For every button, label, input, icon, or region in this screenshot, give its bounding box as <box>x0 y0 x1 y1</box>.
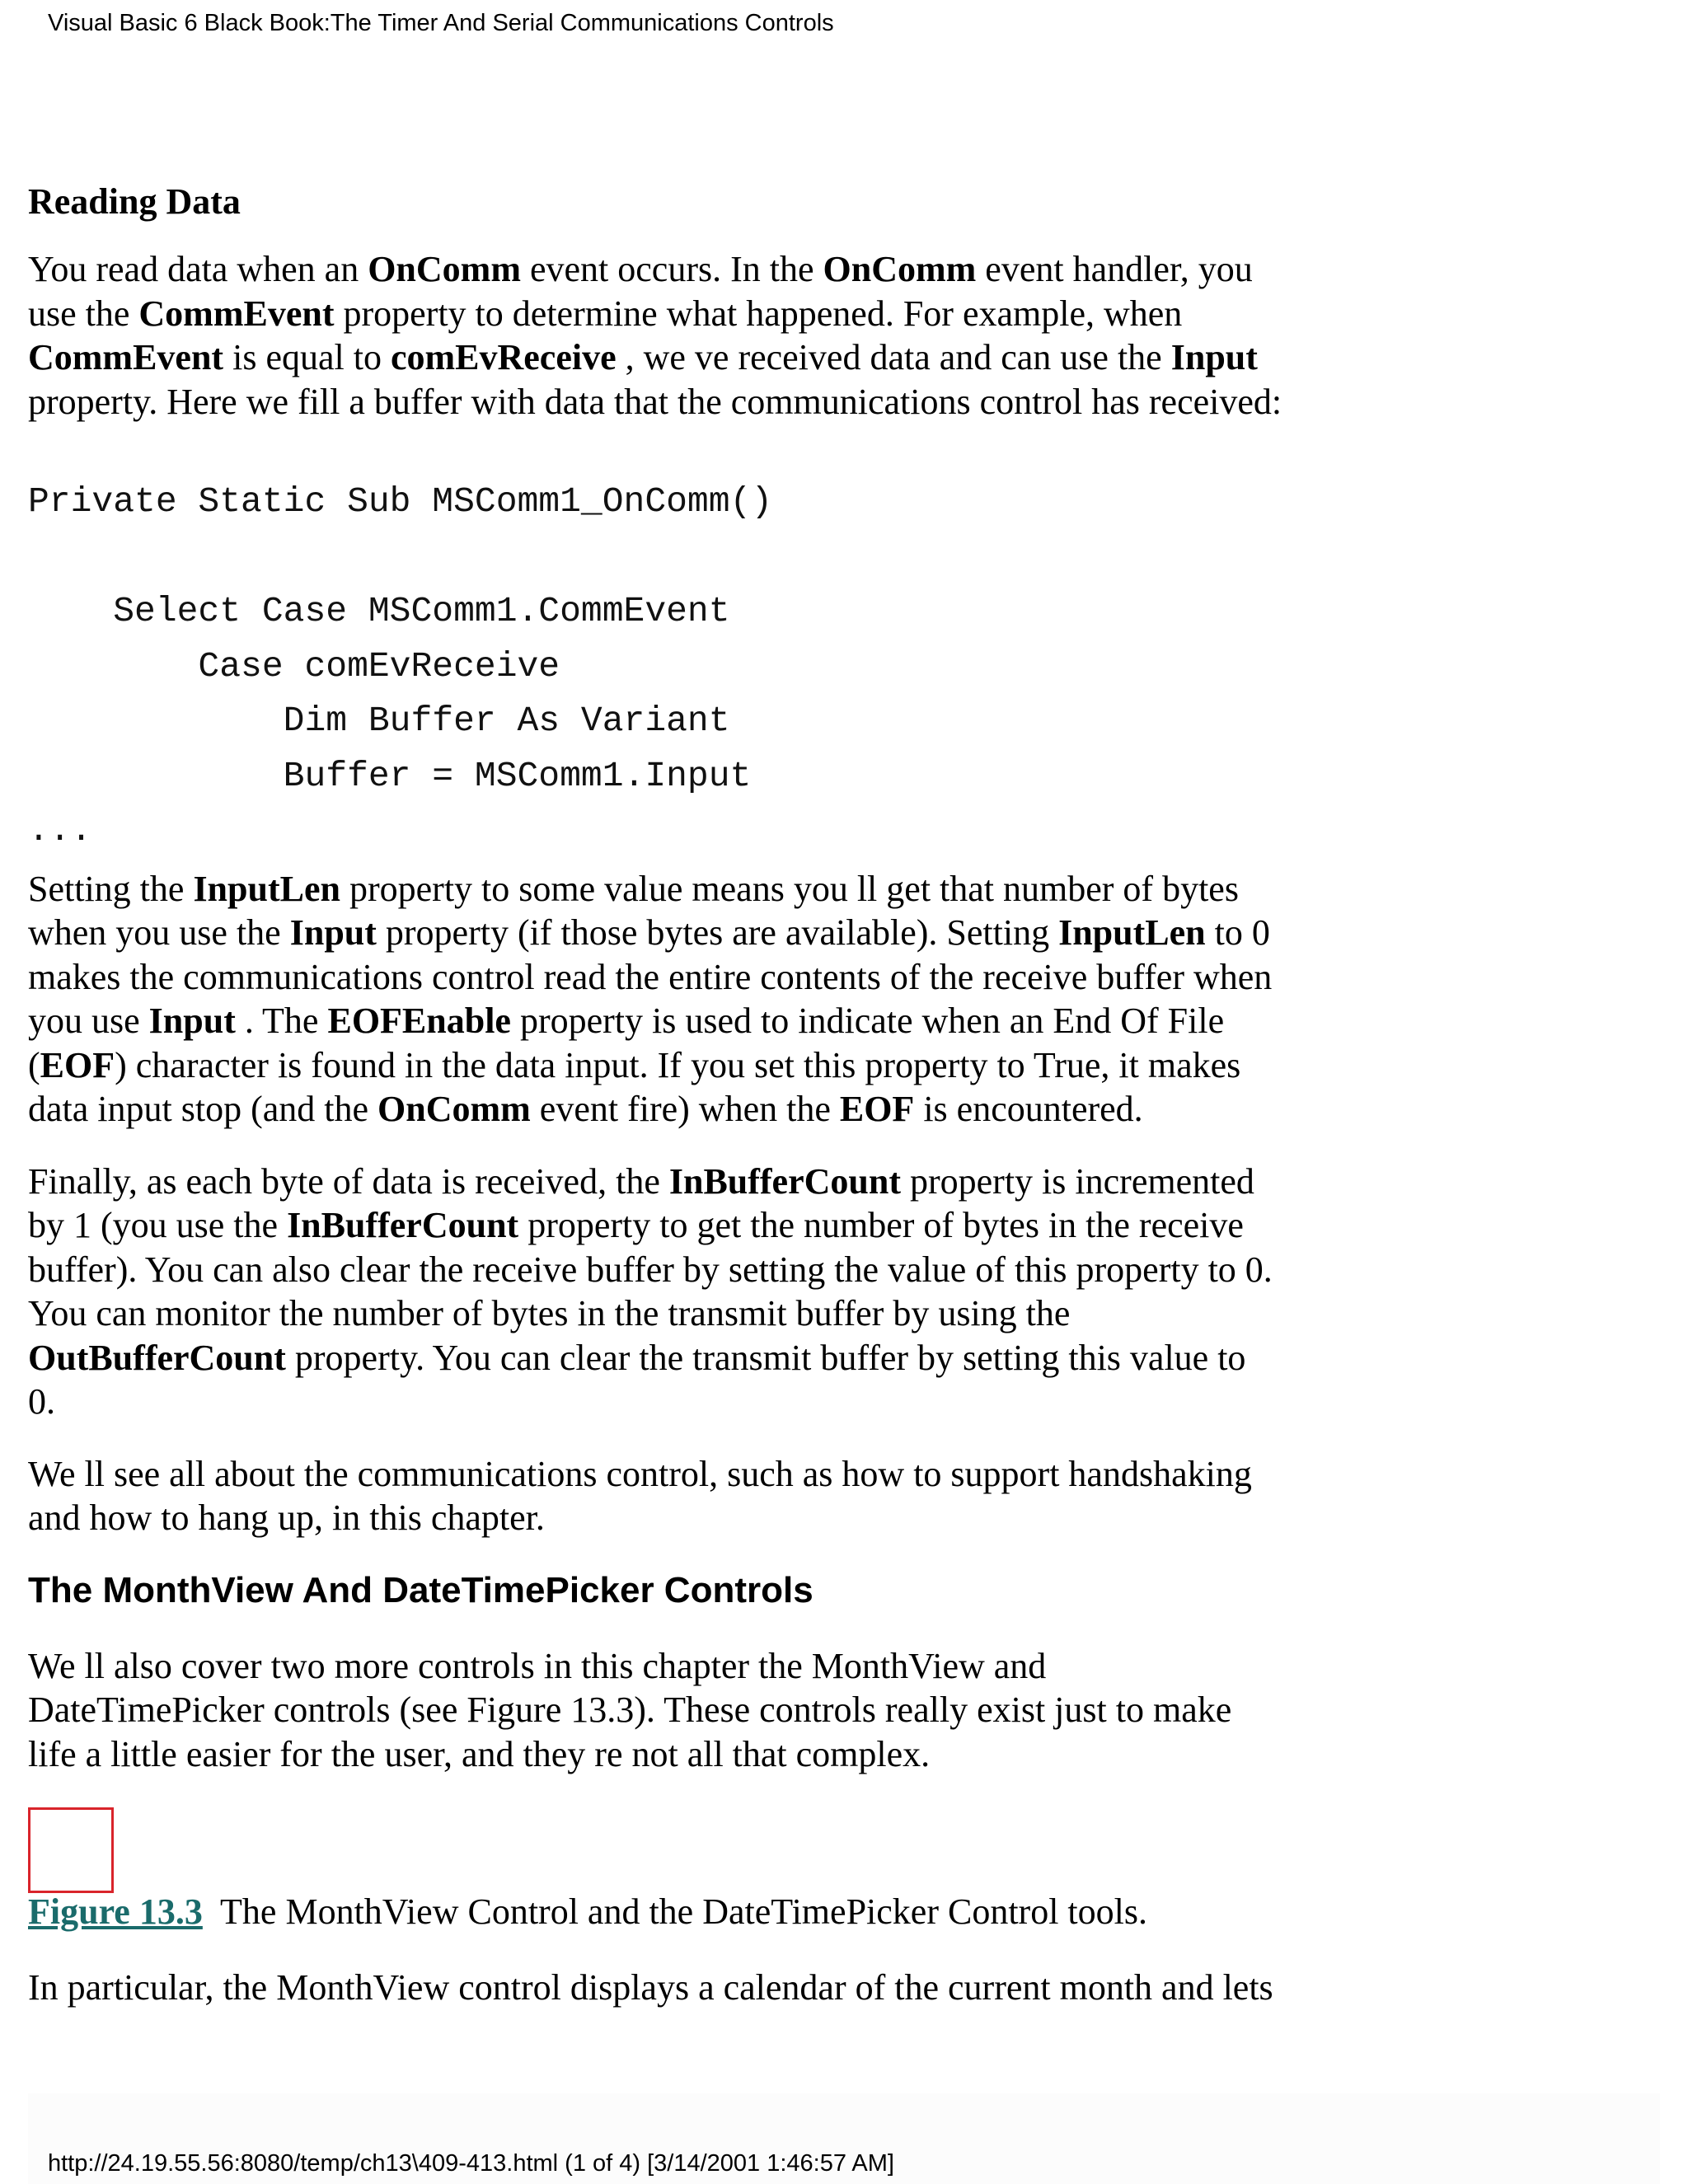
paragraph-chapter-preview: We ll see all about the communications control, such as how to support handshaking and how to hang up, in this chapter. <box>28 1453 1252 1538</box>
page-footer-url: http://24.19.55.56:8080/temp/ch13\409-413.html (1 of 4) [3/14/2001 1:46:57 AM] <box>48 2150 894 2177</box>
figure-13-3-link[interactable]: Figure 13.3 <box>28 1891 203 1932</box>
paragraph-inbuffercount: Finally, as each byte of data is received, the InBufferCount property is incremented by 1 (you use the InBufferCount property to get the number of bytes in the receive buffer). You can also clear the receive buffer by setting the value of this property to 0. You can monitor the number of bytes in the transmit buffer by using the OutBufferCount property. You can clear the transmit buffer by setting this value to 0. <box>28 1160 1273 1422</box>
figure-image-placeholder <box>28 1807 114 1893</box>
paragraph-inputlen: Setting the InputLen property to some value means you ll get that number of bytes when you use the Input property (if those bytes are available). Setting InputLen to 0 makes the communications control read the entire contents of the receive buffer when you use Input . The EOFEnable property is used to indicate when an End Of File (EOF) character is found in the data input. If you set this property to True, it makes data input stop (and the OnComm event fire) when the EOF is encountered. <box>28 868 1273 1129</box>
code-line: ... <box>28 810 92 851</box>
figure-caption-text: The MonthView Control and the DateTimePicker Control tools. <box>202 1891 1147 1932</box>
paragraph-monthview-intro: We ll also cover two more controls in this chapter the MonthView and DateTimePicker controls (see Figure 13.3). These controls really exist just to make life a little easier for the user, and they re not all that complex. <box>28 1645 1232 1774</box>
code-block-oncomm <box>28 475 1380 859</box>
code-line: Private Static Sub MSComm1_OnComm() <box>28 481 773 522</box>
section-heading-monthview: The MonthView And DateTimePicker Controls <box>28 1569 814 1610</box>
page-header-title: Visual Basic 6 Black Book:The Timer And Serial Communications Controls <box>48 10 834 36</box>
figure-caption <box>28 1890 1380 1934</box>
code-line: Select Case MSComm1.CommEvent <box>28 591 730 631</box>
code-line: Dim Buffer As Variant <box>28 701 730 741</box>
paragraph-monthview-detail: In particular, the MonthView control displays a calendar of the current month and lets <box>28 1967 1273 2008</box>
code-line: Case comEvReceive <box>28 645 560 687</box>
paragraph-reading-data: You read data when an OnComm event occurs. In the OnComm event handler, you use the CommEvent property to determine what happened. For example, when CommEvent is equal to comEvReceive , we ve received data and can use the Input property. Here we fill a buffer with data that the communications control has received: <box>28 249 1282 422</box>
section-heading-reading-data: Reading Data <box>28 181 241 222</box>
code-line: Buffer = MSComm1.Input <box>28 755 752 796</box>
document-content <box>28 180 1380 2010</box>
